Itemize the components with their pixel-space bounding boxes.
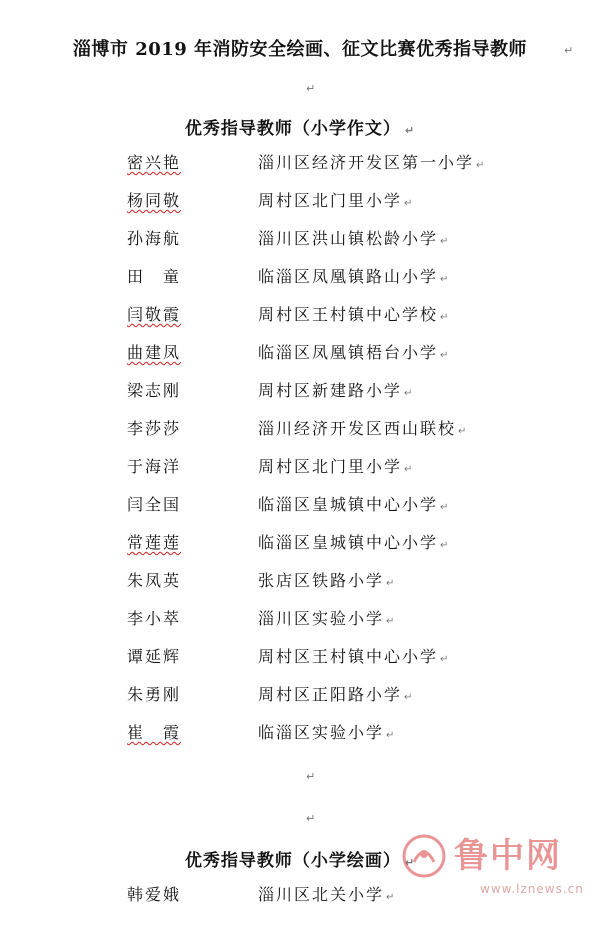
teacher-name: 孙海航: [127, 229, 182, 248]
paragraph-mark: ↵: [440, 654, 449, 665]
paragraph-mark: ↵: [404, 692, 413, 703]
teacher-row: [0, 264, 600, 302]
section-heading-painting: 优秀指导教师（小学绘画） ↵: [184, 851, 416, 871]
paragraph-mark: ↵: [440, 236, 449, 247]
paragraph-mark: ↵: [440, 350, 449, 361]
watermark-brand: 鲁中网: [454, 836, 562, 876]
school-name: 周村区新建路小学 ↵: [258, 381, 413, 400]
paragraph-mark: ↵: [564, 44, 574, 57]
teacher-row: [0, 606, 600, 644]
teacher-name: 谭延辉: [127, 647, 182, 666]
school-name: 淄川经济开发区西山联校 ↵: [258, 419, 467, 438]
paragraph-mark: ↵: [440, 312, 449, 323]
school-name: 淄川区经济开发区第一小学 ↵: [258, 153, 485, 172]
teacher-row: [0, 720, 600, 758]
paragraph-mark: ↵: [440, 540, 449, 551]
site-watermark: [400, 820, 590, 920]
teacher-row: [0, 530, 600, 568]
teacher-row: [0, 340, 600, 378]
school-name: 张店区铁路小学 ↵: [258, 571, 395, 590]
teacher-row: [0, 226, 600, 264]
school-name: 临淄区实验小学 ↵: [258, 723, 395, 742]
teacher-row: [0, 492, 600, 530]
paragraph-mark: ↵: [404, 388, 413, 399]
teacher-name: 崔 霞: [127, 723, 182, 742]
teacher-row: [0, 378, 600, 416]
paragraph-mark: ↵: [404, 198, 413, 209]
school-name: 淄川区实验小学 ↵: [258, 609, 395, 628]
teacher-name: 杨同敬: [127, 191, 182, 210]
paragraph-mark: ↵: [404, 464, 413, 475]
paragraph-mark: ↵: [306, 82, 316, 95]
school-name: 临淄区皇城镇中心小学 ↵: [258, 533, 449, 552]
teacher-name: 密兴艳: [127, 153, 182, 172]
school-name: 周村区正阳路小学 ↵: [258, 685, 413, 704]
paragraph-mark: ↵: [386, 892, 395, 903]
teacher-row: [0, 644, 600, 682]
teacher-name: 李莎莎: [127, 419, 182, 438]
teacher-name: 闫敬霞: [127, 305, 182, 324]
teacher-row: [0, 568, 600, 606]
teacher-row: [0, 150, 600, 188]
paragraph-mark: ↵: [386, 616, 395, 627]
teacher-name: 曲建凤: [127, 343, 182, 362]
paragraph-mark: ↵: [306, 812, 316, 825]
paragraph-mark: ↵: [306, 770, 316, 783]
school-name: 周村区王村镇中心小学 ↵: [258, 647, 449, 666]
school-name: 临淄区凤凰镇路山小学 ↵: [258, 267, 449, 286]
teacher-name: 朱勇刚: [127, 685, 182, 704]
teacher-name: 朱凤英: [127, 571, 182, 590]
school-name: 临淄区凤凰镇梧台小学 ↵: [258, 343, 449, 362]
paragraph-mark: ↵: [440, 502, 449, 513]
section-heading-composition: 优秀指导教师（小学作文） ↵: [184, 119, 416, 139]
teacher-name: 梁志刚: [127, 381, 182, 400]
watermark-url: www.lznews.cn: [480, 882, 584, 896]
paragraph-mark: ↵: [386, 578, 395, 589]
teacher-name: 韩爱娥: [127, 885, 182, 904]
school-name: 临淄区皇城镇中心小学 ↵: [258, 495, 449, 514]
teacher-row: [0, 454, 600, 492]
teacher-name: 于海洋: [127, 457, 182, 476]
paragraph-mark: ↵: [476, 160, 485, 171]
teacher-row: [0, 416, 600, 454]
teacher-name: 田 童: [127, 267, 182, 286]
document-title: 淄博市 2019 年消防安全绘画、征文比赛优秀指导教师: [72, 39, 528, 60]
teacher-row: [0, 302, 600, 340]
teacher-name: 李小萃: [127, 609, 182, 628]
paragraph-mark: ↵: [458, 426, 467, 437]
paragraph-mark: ↵: [386, 730, 395, 741]
school-name: 淄川区北关小学 ↵: [258, 885, 395, 904]
teacher-name: 常莲莲: [127, 533, 182, 552]
teacher-row: [0, 682, 600, 720]
teacher-name: 闫全国: [127, 495, 182, 514]
teacher-row: [0, 188, 600, 226]
school-name: 周村区北门里小学 ↵: [258, 457, 413, 476]
school-name: 周村区北门里小学 ↵: [258, 191, 413, 210]
watermark-logo-icon: [400, 832, 448, 880]
paragraph-mark: ↵: [440, 274, 449, 285]
school-name: 周村区王村镇中心学校 ↵: [258, 305, 449, 324]
school-name: 淄川区洪山镇松龄小学 ↵: [258, 229, 449, 248]
